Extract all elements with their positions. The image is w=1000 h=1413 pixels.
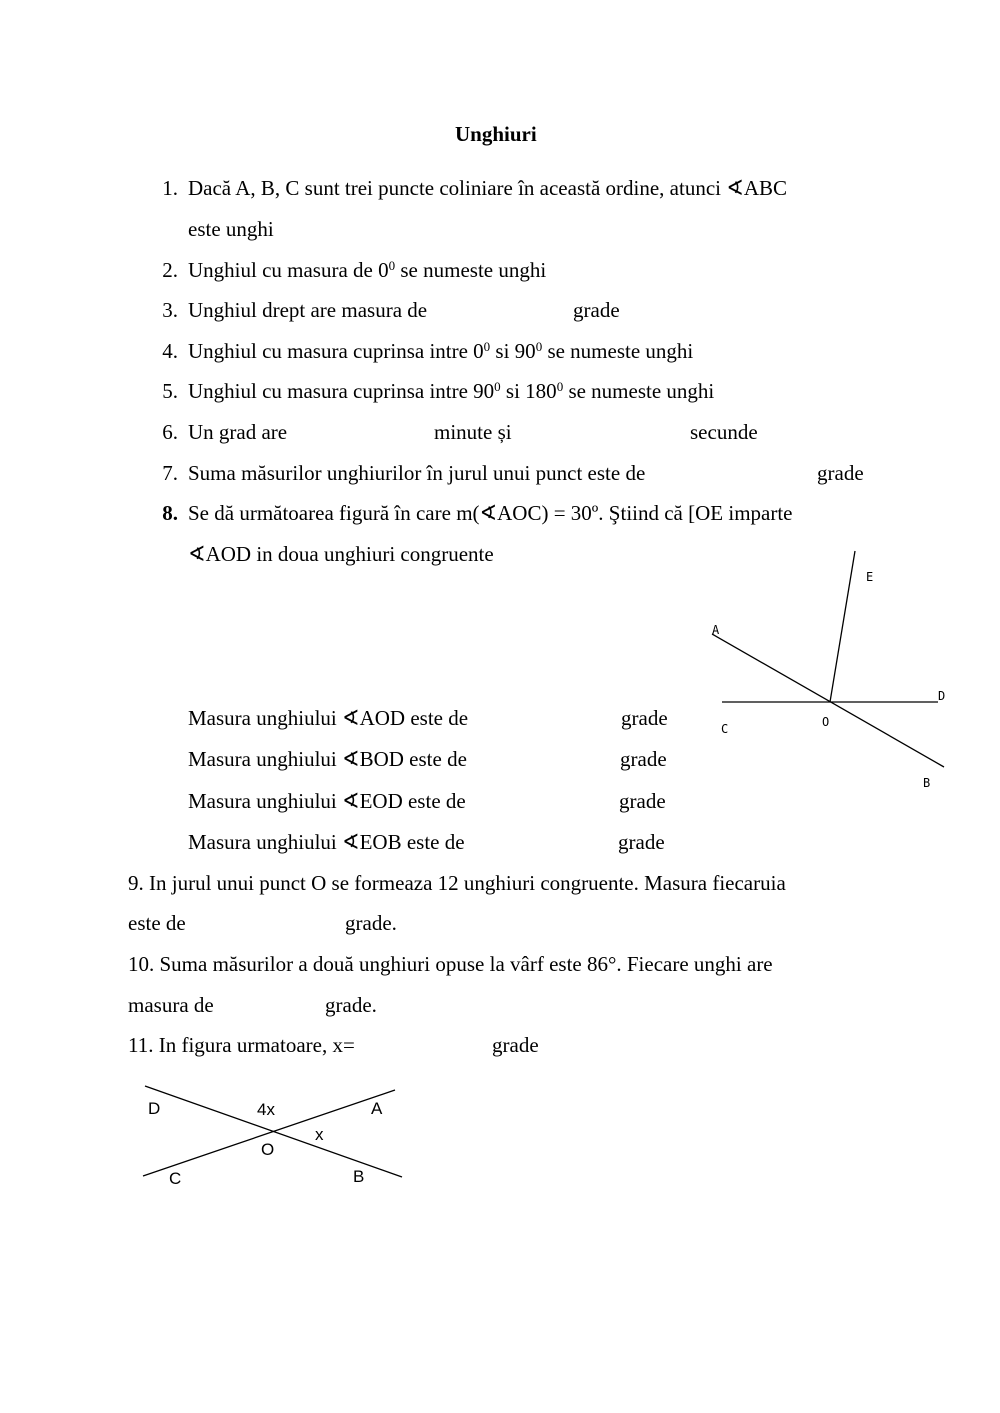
- q8-number: 8.: [162, 501, 178, 525]
- label-4x: 4x: [257, 1100, 275, 1119]
- q6-suffix: secunde: [690, 420, 758, 444]
- q8-sub-bod-suffix: grade: [620, 747, 667, 771]
- q9-suffix: grade.: [345, 911, 397, 935]
- q8-sub-bod: Masura unghiului ∢BOD este de: [188, 747, 467, 771]
- label-x: x: [315, 1125, 324, 1144]
- label-o: O: [261, 1140, 275, 1159]
- q2-number: 2.: [162, 258, 178, 282]
- label-a: A: [712, 623, 720, 637]
- q7-number: 7.: [162, 461, 178, 485]
- q10-suffix: grade.: [325, 993, 377, 1017]
- q10-text-line2: masura de: [128, 993, 214, 1017]
- q11-suffix: grade: [492, 1033, 539, 1057]
- q3-suffix: grade: [573, 298, 620, 322]
- q2-text: Unghiul cu masura de $0^0$ se numeste unghi: [188, 258, 547, 282]
- q8-sub-eod-suffix: grade: [619, 789, 666, 813]
- q1-text-line2: este unghi: [188, 217, 274, 241]
- q10-text-line1: 10. Suma măsurilor a două unghiuri opuse la vârf este 86°. Fiecare unghi are: [128, 952, 773, 976]
- q6-number: 6.: [162, 420, 178, 444]
- label-c: C: [721, 722, 729, 736]
- label-d: D: [938, 689, 946, 703]
- label-c: C: [169, 1169, 182, 1188]
- q8-sub-aod-suffix: grade: [621, 706, 668, 730]
- label-o: O: [822, 715, 830, 729]
- q8-text-line1: Se dă următoarea figură în care m(∢AOC) = 30º. Ştiind că [OE imparte: [188, 501, 793, 525]
- q5-text: Unghiul cu masura cuprinsa intre $90^0$ si $180^0$ se numeste unghi: [188, 379, 715, 403]
- q3-text: Unghiul drept are masura de: [188, 298, 428, 322]
- q9-text-line2: este de: [128, 911, 186, 935]
- q1-text-line1: Dacă A, B, C sunt trei puncte coliniare în această ordine, atunci ∢ABC: [188, 176, 788, 200]
- q7-suffix: grade: [817, 461, 864, 485]
- q8-sub-aod: Masura unghiului ∢AOD este de: [188, 706, 469, 730]
- q6-mid: minute și: [434, 420, 512, 444]
- q4-number: 4.: [162, 339, 178, 363]
- q7-text: Suma măsurilor unghiurilor în jurul unui punct este de: [188, 461, 646, 485]
- label-b: B: [353, 1167, 365, 1186]
- q1-number: 1.: [162, 176, 178, 200]
- page-title: Unghiuri: [455, 122, 537, 146]
- q8-sub-eob: Masura unghiului ∢EOB este de: [188, 830, 465, 854]
- q9-text-line1: 9. In jurul unui punct O se formeaza 12 unghiuri congruente. Masura fiecaruia: [128, 871, 786, 895]
- q11-text: 11. In figura urmatoare, x=: [128, 1033, 355, 1057]
- q5-number: 5.: [162, 379, 178, 403]
- q8-sub-eod: Masura unghiului ∢EOD este de: [188, 789, 466, 813]
- q6-text: Un grad are: [188, 420, 288, 444]
- q4-text: Unghiul cu masura cuprinsa intre $0^0$ si $90^0$ se numeste unghi: [188, 339, 694, 363]
- q3-number: 3.: [162, 298, 178, 322]
- label-d: D: [148, 1099, 161, 1118]
- label-b: B: [923, 776, 931, 790]
- label-a: A: [371, 1099, 383, 1118]
- q8-text-line2: ∢AOD in doua unghiuri congruente: [188, 542, 494, 566]
- q8-sub-eob-suffix: grade: [618, 830, 665, 854]
- label-e: E: [866, 570, 874, 584]
